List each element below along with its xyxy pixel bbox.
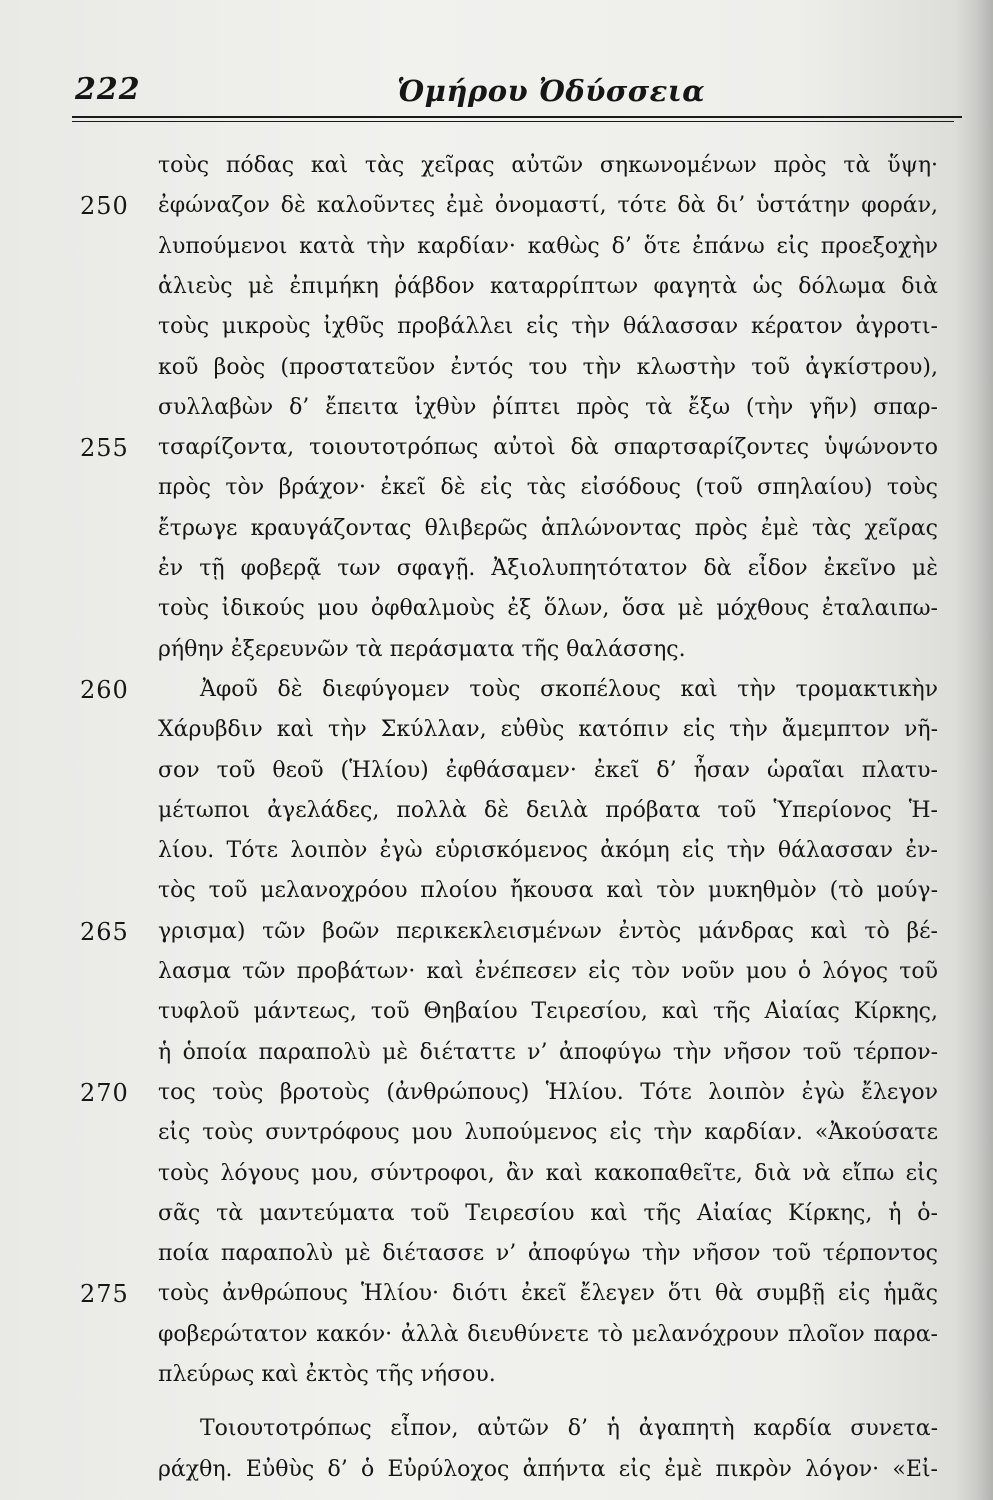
- text-line: [0, 630, 993, 670]
- text-line: [0, 751, 993, 791]
- line-text: εἰς τοὺς συντρόφους μου λυπούμενος εἰς τὴν καρδίαν. «Ἀκούσατε: [158, 1120, 938, 1146]
- text-line: [0, 831, 993, 871]
- text-line: [0, 1154, 993, 1194]
- text-line: [0, 670, 993, 710]
- text-line: [0, 267, 993, 307]
- line-text: Χάρυβδιν καὶ τὴν Σκύλλαν, εὐθὺς κατόπιν εἰς τὴν ἄμεμπτον νῆ-: [158, 717, 938, 743]
- text-line: [0, 1033, 993, 1073]
- text-line: [0, 871, 993, 911]
- line-number: 250: [80, 192, 129, 221]
- text-line: [0, 992, 993, 1032]
- text-line: [0, 1315, 993, 1355]
- text-line: [0, 1274, 993, 1314]
- line-text: μέτωποι ἀγελάδες, πολλὰ δὲ δειλὰ πρόβατα τοῦ Ὑπερίονος Ἡ-: [158, 797, 938, 823]
- line-text: λίου. Τότε λοιπὸν ἐγὼ εὑρισκόμενος ἀκόμη εἰς τὴν θάλασσαν ἐν-: [158, 838, 938, 864]
- text-line: [0, 1234, 993, 1274]
- text-line: [0, 1409, 993, 1449]
- line-text: λασμα τῶν προβάτων· καὶ ἐνέπεσεν εἰς τὸν νοῦν μου ὁ λόγος τοῦ: [158, 959, 938, 984]
- line-text: τσαρίζοντα, τοιουτοτρόπως αὐτοὶ δὰ σπαρτσαρίζοντες ὑψώνοντο: [158, 435, 938, 461]
- text-line: [0, 710, 993, 750]
- text-line: [0, 428, 993, 468]
- line-text: λυπούμενοι κατὰ τὴν καρδίαν· καθὼς δ’ ὅτε ἐπάνω εἰς προεξοχὴν: [158, 233, 938, 259]
- line-number: 255: [80, 434, 129, 463]
- line-text: σον τοῦ θεοῦ (Ἡλίου) ἐφθάσαμεν· ἐκεῖ δ’ ἦσαν ὡραῖαι πλατυ-: [158, 757, 938, 783]
- line-text: γρισμα) τῶν βοῶν περικεκλεισμένων ἐντὸς μάνδρας καὶ τὸ βέ-: [158, 918, 938, 944]
- text-line: [0, 1194, 993, 1234]
- line-text: Τοιουτοτρόπως εἶπον, αὐτῶν δ’ ἡ ἀγαπητὴ καρδία συνετα-: [200, 1416, 938, 1442]
- text-line: [0, 468, 993, 508]
- line-text: συλλαβὼν δ’ ἔπειτα ἰχθὺν ῥίπτει πρὸς τὰ ἔξω (τὴν γῆν) σπαρ-: [158, 394, 938, 420]
- line-text: τοὺς ἀνθρώπους Ἡλίου· διότι ἐκεῖ ἔλεγεν ὅτι θὰ συμβῇ εἰς ἡμᾶς: [158, 1281, 938, 1307]
- line-text: σᾶς τὰ μαντεύματα τοῦ Τειρεσίου καὶ τῆς Αἰαίας Κίρκης, ἡ ὁ-: [158, 1200, 938, 1226]
- text-line: [0, 307, 993, 347]
- text-line: [0, 388, 993, 428]
- text-line: [0, 509, 993, 549]
- line-text: φοβερώτατον κακόν· ἀλλὰ διευθύνετε τὸ μελανόχρουν πλοῖον παρα-: [158, 1321, 938, 1347]
- line-text: τοὺς ἰδικούς μου ὀφθαλμοὺς ἐξ ὅλων, ὅσα μὲ μόχθους ἐταλαιπω-: [158, 596, 938, 622]
- line-number: 265: [80, 917, 129, 946]
- text-line: [0, 186, 993, 226]
- text-line: [0, 146, 993, 186]
- line-text: πρὸς τὸν βράχον· ἐκεῖ δὲ εἰς τὰς εἰσόδους (τοῦ σπηλαίου) τοὺς: [158, 475, 938, 501]
- line-text: ποία παραπολὺ μὲ διέτασσε ν’ ἀποφύγω τὴν νῆσον τοῦ τέρποντος: [158, 1241, 938, 1267]
- line-text: τὸς τοῦ μελανοχρόου πλοίου ἤκουσα καὶ τὸν μυκηθμὸν (τὸ μούγ-: [158, 878, 938, 904]
- line-text: Ἀφοῦ δὲ διεφύγομεν τοὺς σκοπέλους καὶ τὴν τρομακτικὴν: [200, 676, 938, 702]
- line-text: τυφλοῦ μάντεως, τοῦ Θηβαίου Τειρεσίου, καὶ τῆς Αἰαίας Κίρκης,: [158, 999, 938, 1025]
- text-line: [0, 549, 993, 589]
- text-line: [0, 791, 993, 831]
- line-text: ἐφώναζον δὲ καλοῦντες ἐμὲ ὀνομαστί, τότε δὰ δι’ ὑστάτην φοράν,: [158, 193, 938, 219]
- text-line: [0, 348, 993, 388]
- text-line: [0, 227, 993, 267]
- text-line: [0, 1113, 993, 1153]
- line-text: κοῦ βοὸς (προστατεῦον ἐντός του τὴν κλωστὴν τοῦ ἀγκίστρου),: [158, 354, 938, 380]
- line-number: 270: [80, 1078, 129, 1107]
- line-text: ρήθην ἐξερευνῶν τὰ περάσματα τῆς θαλάσσης.: [158, 636, 686, 662]
- text-line: [0, 912, 993, 952]
- text-line: [0, 1355, 993, 1395]
- text-line: [0, 952, 993, 992]
- line-text: πλεύρως καὶ ἐκτὸς τῆς νήσου.: [158, 1362, 496, 1387]
- line-text: τος τοὺς βροτοὺς (ἀνθρώπους) Ἡλίου. Τότε λοιπὸν ἐγὼ ἔλεγον: [158, 1079, 938, 1105]
- page-number: 222: [75, 72, 141, 107]
- header-rule-thin: [72, 121, 954, 122]
- line-number: 260: [80, 675, 129, 704]
- page-header: [72, 72, 964, 122]
- running-title: Ὁμήρου Ὀδύσσεια: [397, 74, 706, 108]
- header-rule: [72, 116, 962, 118]
- line-text: ἡ ὁποία παραπολὺ μὲ διέταττε ν’ ἀποφύγω τὴν νῆσον τοῦ τέρπον-: [158, 1039, 938, 1065]
- line-text: ἔτρωγε κραυγάζοντας θλιβερῶς ἁπλώνοντας πρὸς ἐμὲ τὰς χεῖρας: [158, 515, 938, 541]
- line-text: ἐν τῇ φοβερᾷ των σφαγῇ. Ἀξιολυπητότατον δὰ εἶδον ἐκεῖνο μὲ: [158, 556, 938, 581]
- line-text: τοὺς πόδας καὶ τὰς χεῖρας αὐτῶν σηκωνομένων πρὸς τὰ ὕψη·: [158, 153, 938, 178]
- line-text: τοὺς λόγους μου, σύντροφοι, ἂν καὶ κακοπαθεῖτε, διὰ νὰ εἴπω εἰς: [158, 1160, 938, 1186]
- text-line: [0, 1073, 993, 1113]
- line-text: ἁλιεὺς μὲ ἐπιμήκη ῥάβδον καταρρίπτων φαγητὰ ὡς δόλωμα διὰ: [158, 273, 938, 299]
- line-text: ράχθη. Εὐθὺς δ’ ὁ Εὐρύλοχος ἀπήντα εἰς ἐμὲ πικρὸν λόγον· «Εἰ-: [158, 1456, 938, 1482]
- text-line: [0, 589, 993, 629]
- text-line: [0, 1450, 993, 1490]
- line-number: 275: [80, 1280, 129, 1309]
- line-text: τοὺς μικροὺς ἰχθῦς προβάλλει εἰς τὴν θάλασσαν κέρατον ἀγροτι-: [158, 314, 938, 340]
